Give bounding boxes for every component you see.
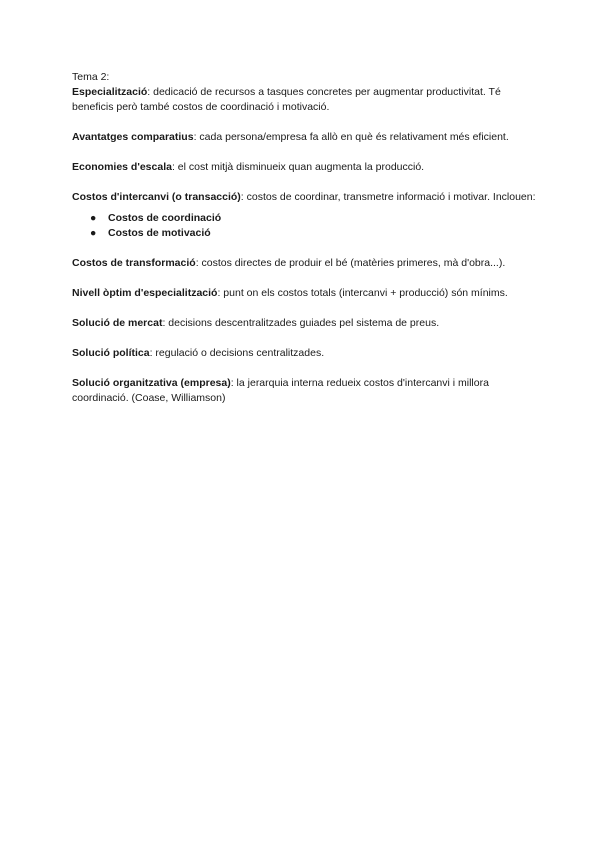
bullet-text: Costos de coordinació [108, 212, 222, 224]
entry-nivell-optim [72, 286, 540, 301]
entry-definition: : dedicació de recursos a tasques concretes per augmentar productivitat. Té beneficis però també costos de coordinació i motivació. [72, 86, 501, 113]
entry-definition: : decisions descentralitzades guiades pel sistema de preus. [162, 317, 440, 329]
entry-term: Solució organitzativa (empresa) [72, 377, 231, 389]
entry-term: Costos de transformació [72, 257, 196, 269]
entry-definition: : cada persona/empresa fa allò en què és relativament més eficient. [193, 131, 509, 143]
entry-costos-transformacio [72, 256, 540, 271]
entry-term: Costos d'intercanvi (o transacció) [72, 191, 241, 203]
entry-term: Avantatges comparatius [72, 131, 194, 143]
list-item [72, 226, 540, 241]
entry-definition: : punt on els costos totals (intercanvi + producció) són mínims. [217, 287, 508, 299]
entry-definition: : el cost mitjà disminueix quan augmenta la producció. [171, 161, 425, 173]
entry-avantatges-comparatius [72, 130, 540, 145]
entry-term: Solució de mercat [72, 317, 163, 329]
entry-definition: : costos directes de produir el bé (matèries primeres, mà d'obra...). [195, 257, 506, 269]
bullet-dot-icon: ● [90, 212, 97, 224]
entry-term: Solució política [72, 347, 150, 359]
bullet-dot-icon: ● [90, 227, 97, 239]
entry-especialitzacio [72, 85, 540, 115]
entry-economies-escala [72, 160, 540, 175]
entry-term: Especialització [72, 86, 148, 98]
bullet-text: Costos de motivació [108, 227, 211, 239]
entry-solucio-politica [72, 346, 540, 361]
list-item [72, 211, 540, 226]
entry-solucio-organitzativa [72, 376, 540, 406]
entry-definition: : la jerarquia interna redueix costos d'intercanvi i millora coordinació. (Coase, Williamson) [72, 377, 489, 404]
entry-term: Economies d'escala [72, 161, 172, 173]
entry-definition: : regulació o decisions centralitzades. [149, 347, 325, 359]
entry-term: Nivell òptim d'especialització [72, 287, 218, 299]
entry-definition: : costos de coordinar, transmetre informació i motivar. Inclouen: [240, 191, 536, 203]
entry-costos-intercanvi [72, 190, 540, 205]
bullet-list [72, 211, 540, 241]
topic-heading: Tema 2: [72, 71, 110, 83]
entry-solucio-mercat [72, 316, 540, 331]
